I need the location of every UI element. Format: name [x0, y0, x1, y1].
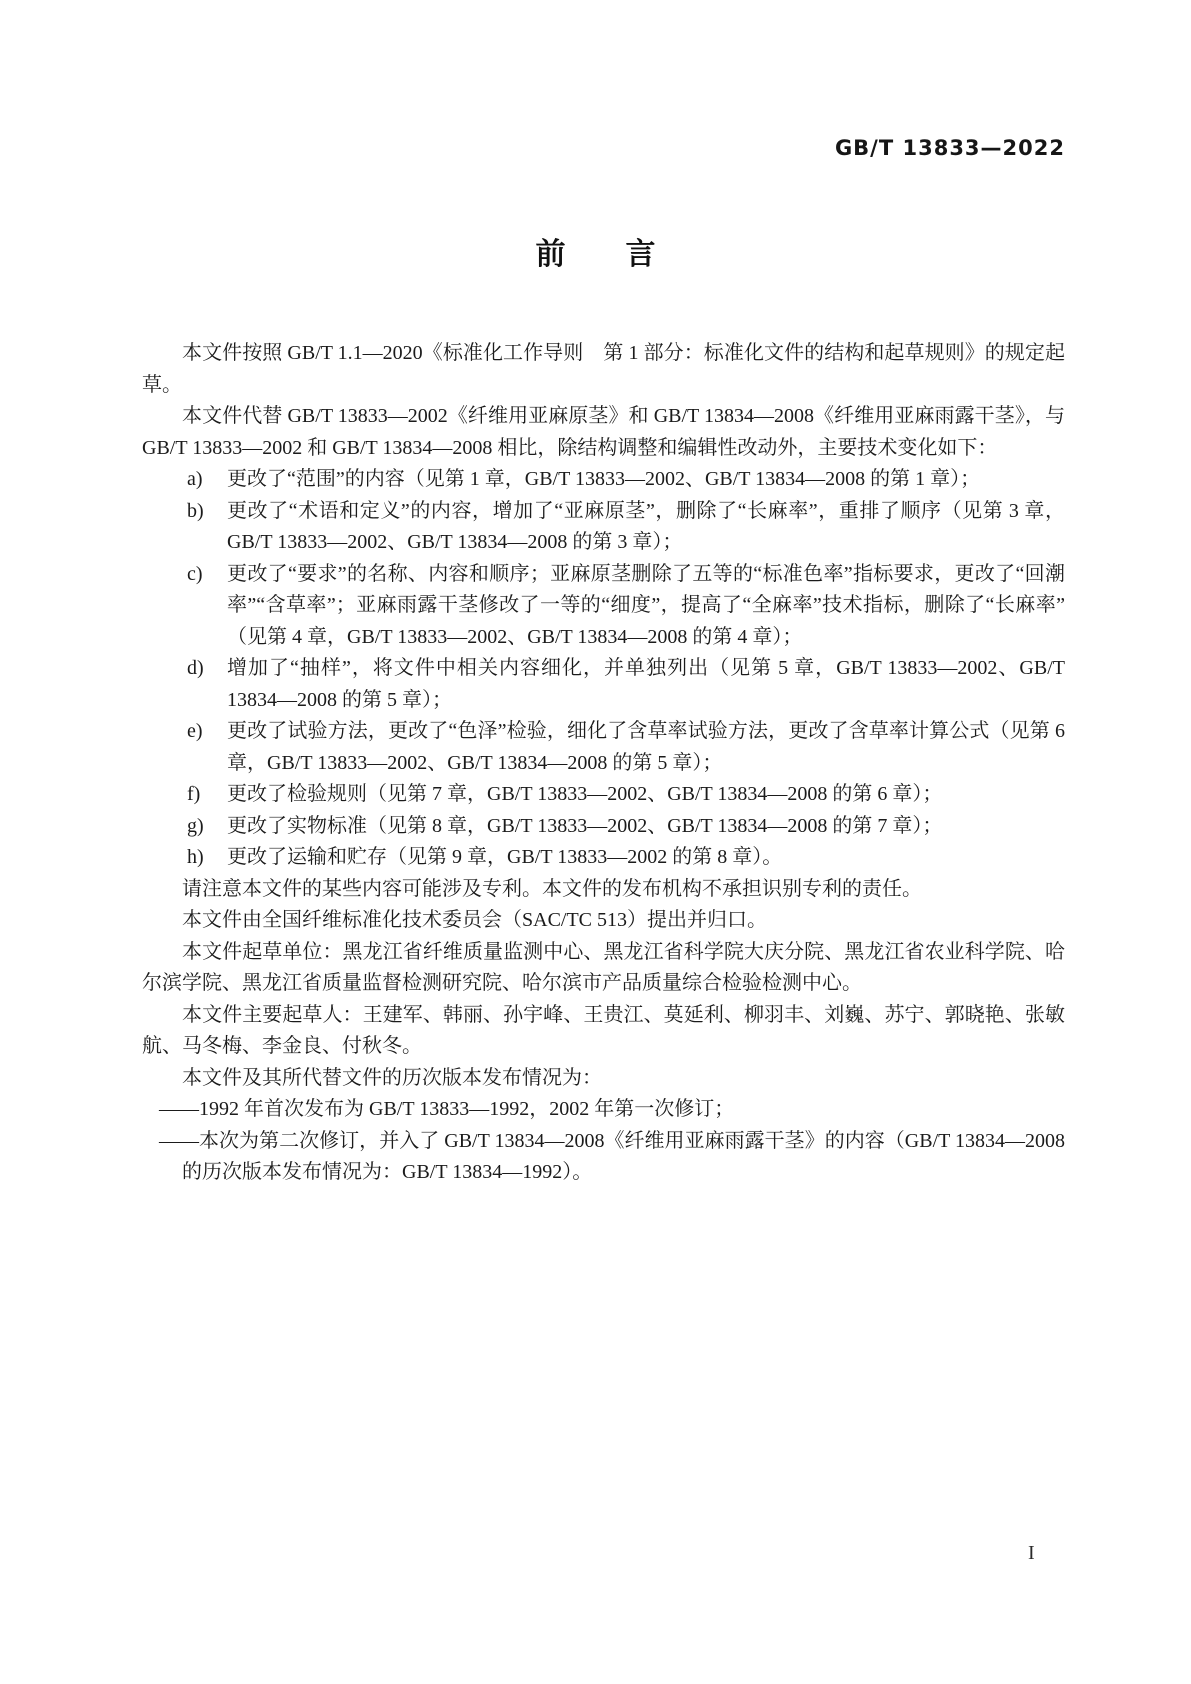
- change-item-text: 更改了检验规则（见第 7 章，GB/T 13833—2002、GB/T 13834—2008 的第 6 章）；: [227, 783, 943, 805]
- paragraph-committee: 本文件由全国纤维标准化技术委员会（SAC/TC 513）提出并归口。: [182, 909, 768, 931]
- change-item-c: [187, 559, 1065, 654]
- paragraph-drafting-rule: 本文件按照 GB/T 1.1—2020《标准化工作导则 第 1 部分：标准化文件的结构和起草规则》的规定起草。: [142, 342, 1065, 396]
- change-item-label: c): [187, 562, 203, 585]
- change-item-text: 更改了“范围”的内容（见第 1 章，GB/T 13833—2002、GB/T 13834—2008 的第 1 章）；: [227, 468, 981, 490]
- change-item-h: [187, 842, 1065, 874]
- change-item-b: [187, 496, 1065, 559]
- change-item-label: d): [187, 657, 204, 679]
- change-item-text: 增加了“抽样”，将文件中相关内容细化，并单独列出（见第 5 章，GB/T 13833—2002、GB/T 13834—2008 的第 5 章）；: [227, 657, 1065, 711]
- change-item-text: 更改了实物标准（见第 8 章，GB/T 13833—2002、GB/T 13834—2008 的第 7 章）；: [227, 814, 943, 837]
- paragraph-replacement: 本文件代替 GB/T 13833—2002《纤维用亚麻原茎》和 GB/T 13834—2008《纤维用亚麻雨露干茎》，与 GB/T 13833—2002 和 GB/T 13834—2008 相比，除结构调整和编辑性改动外，主要技术变化如下：: [142, 405, 1065, 459]
- change-item-g: [187, 811, 1065, 843]
- change-item-label: a): [187, 468, 203, 490]
- change-item-text: 更改了试验方法，更改了“色泽”检验，细化了含草率试验方法，更改了含草率计算公式（见第 6 章，GB/T 13833—2002、GB/T 13834—2008 的第 5 章）；: [227, 720, 1065, 774]
- paragraph-patent-notice: 请注意本文件的某些内容可能涉及专利。本文件的发布机构不承担识别专利的责任。: [182, 877, 922, 900]
- page-number: I: [1028, 1542, 1035, 1564]
- paragraph-history-intro: 本文件及其所代替文件的历次版本发布情况为：: [182, 1066, 602, 1089]
- history-item-1992: ——1992 年首次发布为 GB/T 13833—1992，2002 年第一次修订；: [159, 1098, 735, 1120]
- paragraph-drafters: 本文件主要起草人：王建军、韩丽、孙宇峰、王贵江、莫延利、柳羽丰、刘巍、苏宁、郭晓艳、张敏航、马冬梅、李金良、付秋冬。: [142, 1003, 1065, 1057]
- change-item-label: f): [187, 783, 201, 805]
- change-item-f: [187, 779, 1065, 811]
- change-item-label: g): [187, 814, 204, 837]
- change-item-label: b): [187, 499, 204, 522]
- change-item-e: [187, 716, 1065, 779]
- change-item-label: h): [187, 846, 204, 868]
- change-item-text: 更改了运输和贮存（见第 9 章，GB/T 13833—2002 的第 8 章）。: [227, 846, 783, 868]
- page-title: 前 言: [535, 237, 656, 272]
- change-item-text: 更改了“要求”的名称、内容和顺序；亚麻原茎删除了五等的“标准色率”指标要求，更改了“回潮率”“含草率”；亚麻雨露干茎修改了一等的“细度”，提高了“全麻率”技术指标，删除了“长麻率”（见第 4 章，GB/T 13833—2002、GB/T 13834—2008 的第 4 章）；: [227, 562, 1065, 648]
- change-item-text: 更改了“术语和定义”的内容，增加了“亚麻原茎”，删除了“长麻率”，重排了顺序（见第 3 章，GB/T 13833—2002、GB/T 13834—2008 的第 3 章）；: [227, 499, 1065, 553]
- history-item-revision: ——本次为第二次修订，并入了 GB/T 13834—2008《纤维用亚麻雨露干茎》的内容（GB/T 13834—2008 的历次版本发布情况为：GB/T 13834—1992）。: [159, 1129, 1065, 1183]
- change-item-label: e): [187, 720, 203, 742]
- change-item-d: [187, 653, 1065, 716]
- change-item-a: [187, 464, 1065, 496]
- paragraph-drafting-units: 本文件起草单位：黑龙江省纤维质量监测中心、黑龙江省科学院大庆分院、黑龙江省农业科学院、哈尔滨学院、黑龙江省质量监督检测研究院、哈尔滨市产品质量综合检验检测中心。: [142, 940, 1065, 994]
- foreword-content: [142, 338, 1065, 1189]
- doc-code: GB/T 13833—2022: [834, 136, 1065, 160]
